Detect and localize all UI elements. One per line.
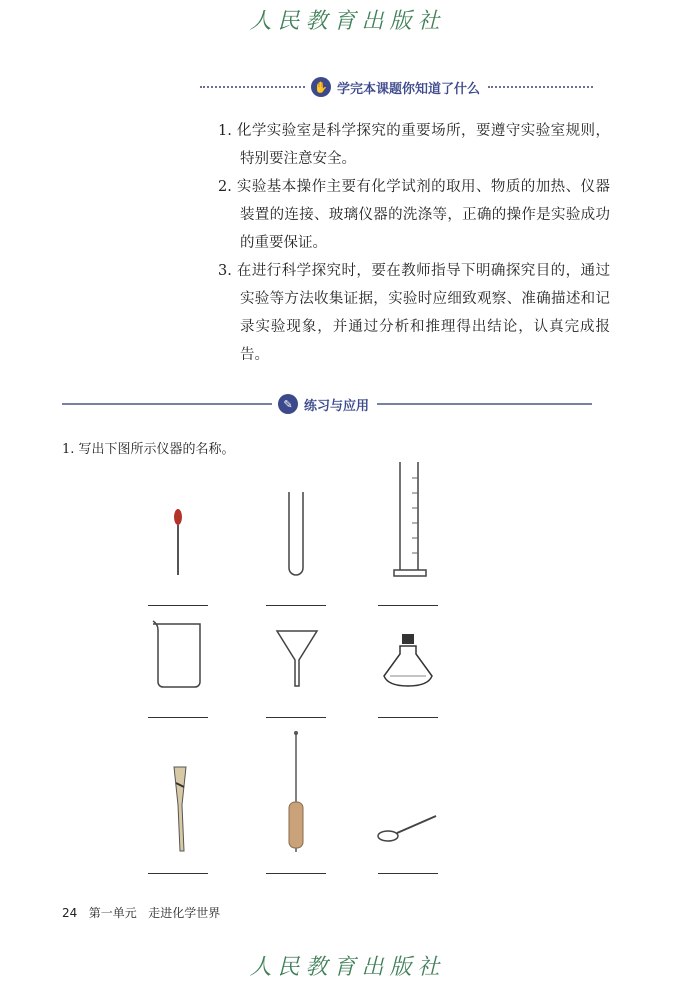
exercise-section-header — [62, 394, 592, 414]
page-number: 24 — [62, 906, 78, 920]
graduated-cylinder-image — [392, 458, 428, 580]
answer-blank[interactable] — [266, 605, 326, 606]
unit-label: 第一单元 — [88, 906, 137, 920]
pencil-icon: ✎ — [278, 394, 298, 414]
answer-blank[interactable] — [378, 873, 438, 874]
chapter-label: 走进化学世界 — [148, 906, 221, 920]
exercise-title: 练习与应用 — [304, 398, 370, 414]
summary-title: 学完本课题你知道了什么 — [337, 81, 481, 97]
question-1: 1. 写出下图所示仪器的名称。 — [62, 442, 235, 457]
answer-blank[interactable] — [266, 717, 326, 718]
answer-blank[interactable] — [266, 873, 326, 874]
funnel-image — [275, 628, 319, 688]
summary-section-header — [200, 77, 593, 97]
summary-list — [218, 117, 610, 369]
answer-blank[interactable] — [378, 717, 438, 718]
answer-blank[interactable] — [148, 873, 208, 874]
answer-blank[interactable] — [148, 717, 208, 718]
test-tube-holder-image — [168, 765, 192, 853]
test-tube-brush-image — [285, 730, 307, 854]
publisher-logo-bottom: 人民教育出版社 — [249, 955, 446, 980]
publisher-logo: 人民教育出版社 — [249, 9, 446, 34]
summary-item: 3. 在进行科学探究时，要在教师指导下明确探究目的，通过实验等方法收集证据，实验时应细致观察、准确描述和记录实验现象，并通过分析和推理得出结论，认真完成报告。 — [218, 263, 610, 363]
spoon-image — [376, 812, 438, 846]
summary-item: 2. 实验基本操作主要有化学试剂的取用、物质的加热、仪器装置的连接、玻璃仪器的洗涤等，正确的操作是实验成功的重要保证。 — [218, 179, 610, 251]
summary-item: 1. 化学实验室是科学探究的重要场所，要遵守实验室规则，特别要注意安全。 — [218, 123, 610, 167]
answer-blank[interactable] — [148, 605, 208, 606]
alcohol-lamp-image — [382, 632, 434, 690]
test-tube-image — [285, 490, 307, 578]
page-footer — [62, 904, 220, 921]
beaker-image — [150, 618, 208, 690]
summary-icon: ✋ — [311, 77, 331, 97]
dropper-image — [165, 505, 191, 577]
answer-blank[interactable] — [378, 605, 438, 606]
